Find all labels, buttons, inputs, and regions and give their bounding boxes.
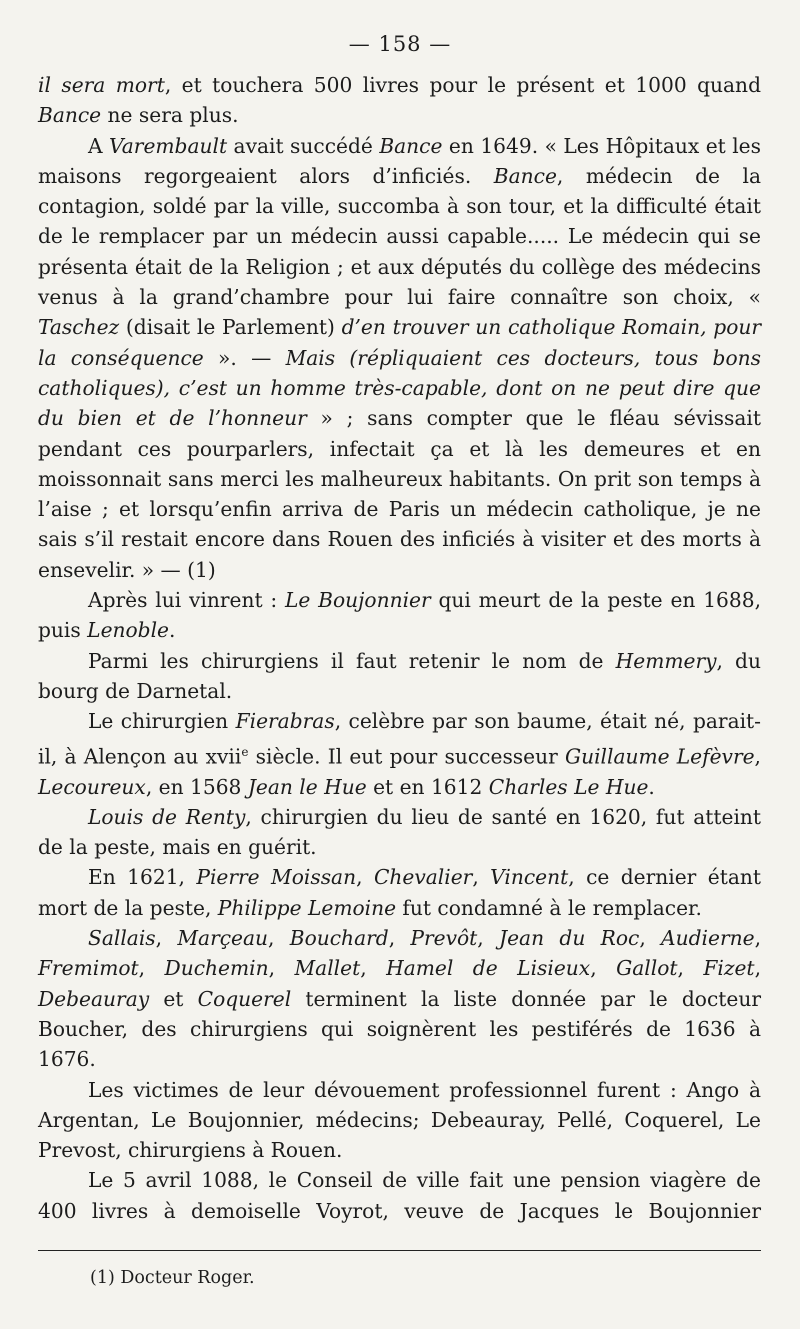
paragraph-4: Parmi les chirurgiens il faut retenir le nom de Hemmery, du bourg de Darnetal. (38, 648, 761, 703)
footnote: (1) Docteur Roger. (90, 1268, 255, 1288)
page-number: — 158 — (348, 32, 452, 56)
paragraph-1: il sera mort, et touchera 500 livres pour le présent et 1000 quand Bance ne sera plus. (38, 73, 761, 128)
paragraph-3: Après lui vinrent : Le Boujonnier qui meurt de la peste en 1688, puis Lenoble. (38, 588, 761, 643)
paragraph-9: Les victimes de leur dévouement professionnel furent : Ango à Argentan, Le Boujonnier, médecins; Debeauray, Pellé, Coquerel, Le Prevost, chirurgiens à Rouen. (38, 1077, 761, 1163)
paragraph-7: En 1621, Pierre Moissan, Chevalier, Vincent, ce dernier étant mort de la peste, Philippe Lemoine fut condamné à le remplacer. (38, 865, 761, 920)
paragraph-8: Sallais, Marçeau, Bouchard, Prevôt, Jean du Roc, Audierne, Fremimot, Duchemin, Mallet, Hamel de Lisieux, Gallot, Fizet, Debeauray et Coquerel terminent la liste donnée par le docteur Boucher, des chirurgiens qui soignèrent les pestiférés de 1636 à 1676. (38, 926, 761, 1072)
footnote-divider (38, 1250, 761, 1251)
main-text (38, 70, 761, 1226)
paragraph-2: A Varembault avait succédé Bance en 1649. « Les Hôpitaux et les maisons regorgeaient alors d’inficiés. Bance, médecin de la contagion, soldé par la ville, succomba à son tour, et la difficulté était de le remplacer par un médecin aussi capable..... Le médecin qui se présenta était de la Religion ; et aux députés du collège des médecins venus à la grand’chambre pour lui faire connaître son choix, « Taschez (disait le Parlement) d’en trouver un catholique Romain, pour la conséquence ». — Mais (répliquaient ces docteurs, tous bons catholiques), c’est un homme très-capable, dont on ne peut dire que du bien et de l’honneur » ; sans compter que le fléau sévissait pendant ces pourparlers, infectait ça et là les demeures et en moissonnait sans merci les malheureux habitants. On prit son temps à l’aise ; et lorsqu’enfin arriva de Paris un médecin catholique, je ne sais s’il restait encore dans Rouen des inficiés à visiter et des morts à ensevelir. » — (1) (38, 133, 762, 582)
paragraph-5: Le chirurgien Fierabras, celèbre par son baume, était né, parait-il, à Alençon au xvii$^e$ siècle. Il eut pour successeur Guillaume Lefèvre, Lecoureux, en 1568 Jean le Hue et en 1612 Charles Le Hue. (38, 709, 761, 799)
paragraph-10: Le 5 avril 1088, le Conseil de ville fait une pension viagère de 400 livres à demoiselle Voyrot, veuve de Jacques le Boujonnier (38, 1168, 761, 1223)
paragraph-6: Louis de Renty, chirurgien du lieu de santé en 1620, fut atteint de la peste, mais en guérit. (38, 804, 762, 860)
